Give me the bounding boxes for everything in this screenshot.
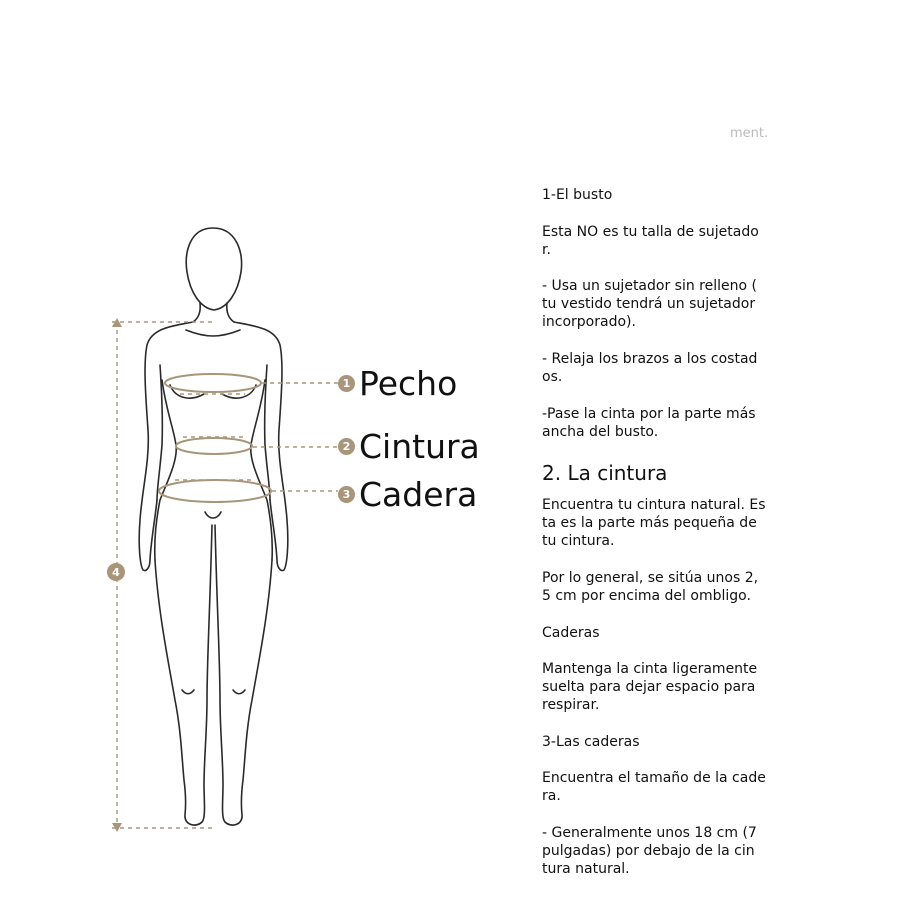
chest-label: [338, 364, 458, 403]
cropped-top-text: ment.: [730, 126, 769, 141]
figure-head: [186, 228, 241, 310]
figure-left-arm: [139, 322, 193, 571]
chest-band: [165, 374, 261, 392]
figure-right-arm: [234, 322, 288, 571]
instruction-paragraph: - Relaja los brazos a los costad os.: [542, 351, 758, 385]
figure-right-leg: [215, 525, 272, 825]
chest-label-text: Pecho: [359, 364, 458, 403]
instruction-paragraph: - Generalmente unos 18 cm (7 pulgadas) por debajo de la cin tura natural.: [542, 825, 757, 877]
height-badge-number: 4: [112, 566, 120, 579]
chest-badge: 1: [338, 375, 355, 392]
instruction-paragraph: Encuentra el tamaño de la cade ra.: [542, 770, 766, 804]
waist-label-text: Cintura: [359, 427, 480, 466]
hip-label-text: Cadera: [359, 475, 478, 514]
instruction-paragraph: - Usa un sujetador sin relleno ( tu vestido tendrá un sujetador incorporado).: [542, 278, 757, 330]
instruction-paragraph: 3-Las caderas: [542, 734, 640, 750]
instruction-paragraph: Esta NO es tu talla de sujetado r.: [542, 224, 759, 258]
instruction-paragraph: -Pase la cinta por la parte más ancha del busto.: [542, 406, 756, 440]
instruction-paragraph: Caderas: [542, 625, 600, 641]
instruction-paragraph: Mantenga la cinta ligeramente suelta para dejar espacio para respirar.: [542, 661, 758, 713]
hip-band: [159, 480, 271, 502]
waist-badge: 2: [338, 438, 355, 455]
instruction-paragraph: Encuentra tu cintura natural. Es ta es la parte más pequeña de tu cintura.: [542, 497, 766, 549]
instruction-paragraph: 1-El busto: [542, 187, 613, 203]
waist-heading: 2. La cintura: [542, 461, 668, 485]
figure-left-leg: [155, 525, 212, 825]
hip-label: [338, 475, 478, 514]
waist-label: [338, 427, 480, 466]
hip-badge: 3: [338, 486, 355, 503]
instruction-paragraph: Por lo general, se sitúa unos 2, 5 cm por encima del ombligo.: [542, 570, 759, 604]
waist-band: [176, 438, 252, 454]
figure-neck: [193, 303, 234, 322]
figure-torso: [155, 380, 177, 560]
